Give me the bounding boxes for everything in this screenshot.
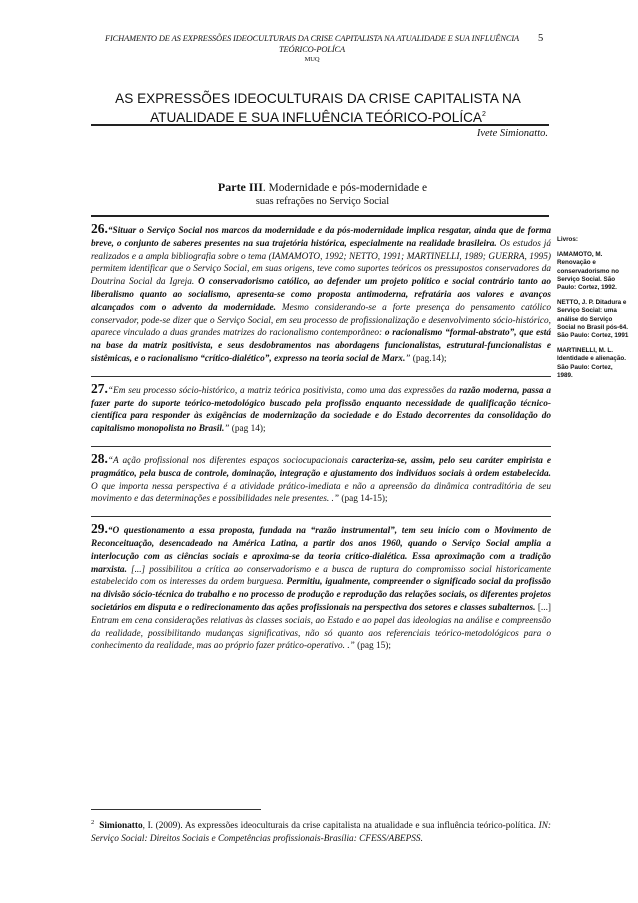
entry-text: “O questionamento a essa proposta, fundada na “razão instrumental”, tem seu início com o Movimento de Reconceituação, desencadeado na América Latina, a partir dos anos 1960, quando o Serviço Social amplia a interlocução com as ciências sociais e aproxima-se da teoria crítico-dialética. Essa aproximação com a tradição marxista. [91,526,551,575]
author-name: Ivete Simionatto. [476,128,548,139]
footnote-mark: 2 [91,819,95,826]
entry-text: o racionalismo “formal-abstrato”, que está na base da matriz positivista, e seus desdobramentos nas abordagens funcionalistas, estrutural-funcionalistas e sistêmicas, e o racionalismo “crítico-dialético”, expresso na teoria social de Marx. [91,328,551,364]
part-title-rest: . Modernidade e pós-modernidade e [262,182,428,194]
sidebar-title: Livros: [557,236,578,243]
title-divider [91,124,549,126]
books-sidebar [557,236,629,387]
entry-divider [91,376,551,377]
part-label: Parte III [217,180,263,194]
sidebar-reference: MARTINELLI, M. L. Identidade e alienação. São Paulo: Cortez, 1989. [557,347,626,379]
part-title [150,180,495,196]
notes-column [91,223,551,663]
footnote-author: Simionatto [99,821,143,831]
entry-number: 29. [91,521,108,537]
title-footnote-mark[interactable]: 2 [481,111,486,118]
footnote [91,817,551,846]
entry-divider [91,516,551,517]
entry-text: Os estudos já realizados e a ampla bibliografia sobre o tema (IAMAMOTO, 1992; NETTO, 1991; MARTINELLI, 1989; GUERRA, 1995) permitem identificar que o Serviço Social, em suas origens, teve como suportes teóricos os pressupostos conservadores da Doutrina Social da Igreja. [91,238,551,288]
entry-text: Permitiu, igualmente, compreender o significado social da profissão na divisão sócio-técnica do trabalho e no processo de produção e reprodução das relações sociais, os diferentes projetos societários em disputa e o redirecionamento das ações profissionais na perspectiva dos setores e classes subalternos. [91,577,551,613]
running-muq: MUQ [304,56,320,63]
entry-text: razão moderna, passa a fazer parte do suporte teórico-metodológico buscado pela [91,385,551,409]
running-title: FICHAMENTO DE AS EXPRESSÕES IDEOCULTURAIS DA CRISE CAPITALISTA NA ATUALIDADE E SUA INFLUÊNCIA TEÓRICO-POLÍCA [104,34,520,54]
entry-number: 27. [91,380,108,396]
entry-text: “Situar o Serviço Social nos marcos da modernidade e da pós-modernidade implica resgatar, ainda que de forma breve, o conjunto de saberes presentes na sua trajetória histórica, especialmente na realidade brasileira. [91,226,551,249]
entry-text: Entram em cena considerações relativas às classes sociais, ao Estado e ao papel das ideologias na análise e compreensão da realidade, possibilitando mudanças significativas, não só quanto aos referenciais teórico-metodológicos para o conhecimento da realidade, mas ao próprio fazer prático-operativo. .” [91,615,551,652]
entry-text: [...] [535,602,551,613]
entry-28 [91,450,552,506]
entry-citation: (pag.14); [410,353,447,364]
entry-number: 28. [91,450,108,466]
footnote-text: , I. (2009). As expressões ideoculturais da crise capitalista na atualidade e sua influência teórico-política. [142,821,536,831]
entry-text: caracteriza-se, assim, pelo seu caráter empirista e pragmático, pela busca de controle, dominação, integração e ajustamento dos indivíduos sociais à ordem estabelecida. [91,455,552,479]
entry-29 [91,523,551,653]
entry-citation: (pag 14); [229,424,266,435]
entry-26 [91,223,551,366]
sidebar-reference: NETTO, J. P. Ditadura e Serviço Social: uma análise do Serviço Social no Brasil pós-64. São Paulo: Cortez, 1991 [557,299,629,340]
entry-citation: (pag 15); [354,641,391,652]
entry-citation: (pag 14-15); [339,494,388,505]
entry-text: Mesmo considerando-se a forte presença do pensamento católico conservador, pode-se dizer que o Serviço Social, em seu processo de profissionalização e desenvolvimento sócio-histórico, aparece vinculado a duas grandes matrizes do racionalismo contemporâneo: [91,302,551,339]
entry-number: 26. [91,221,108,236]
entry-text: O conservadorismo católico, ao defender um projeto político e social contrário tanto ao liberalismo quanto ao socialismo, apresenta-se como proposta antimoderna, refratária aos valores e avanços alcançados com o advento da modernidade. [91,277,551,313]
part-divider [91,215,549,217]
document-title [108,91,528,126]
entry-27 [91,380,551,436]
entry-text: profissão enquanto necessidade de qualificação técnico-científica para responder às exigências de modernização da sociedade e do Estado decorrentes da consolidação do capitalismo monopolista no Brasil. [91,398,551,435]
entry-text: “Em seu processo sócio-histórico, a matriz teórica positivista, como uma das expressões da [107,385,457,396]
page-number: 5 [538,33,544,44]
entry-text: ” [224,424,230,435]
entry-text: “A ação profissional nos diferentes espaços sociocupacionais [107,455,348,466]
part-subtitle: suas refrações no Serviço Social [255,196,390,207]
entry-text: [...] possibilitou a crítica ao conservadorismo e a busca de ruptura do compromisso social historicamente estabelecido com os interesses da ordem burguesa. [91,564,551,588]
entry-divider [91,446,551,447]
running-header [92,33,532,64]
sidebar-reference: IAMAMOTO, M. Renovação e conservadorismo no Serviço Social. São Paulo: Cortez, 1992. [557,251,619,292]
document-title-text: AS EXPRESSÕES IDEOCULTURAIS DA CRISE CAPITALISTA NA ATUALIDADE E SUA INFLUÊNCIA TEÓRICO-POLÍCA [115,91,521,125]
footnote-source: IN: Serviço Social: Direitos Sociais e Competências profissionais-Brasília: CFESS/ABEPSS. [91,821,552,844]
entry-text: ” [405,353,411,364]
entry-text: O que importa nessa perspectiva é a atividade prático-imediata e não a apreensão da dinâmica contraditória de seu movimento e das determinações e possibilidades nele presentes. .” [91,481,551,505]
footnote-divider [91,809,261,810]
